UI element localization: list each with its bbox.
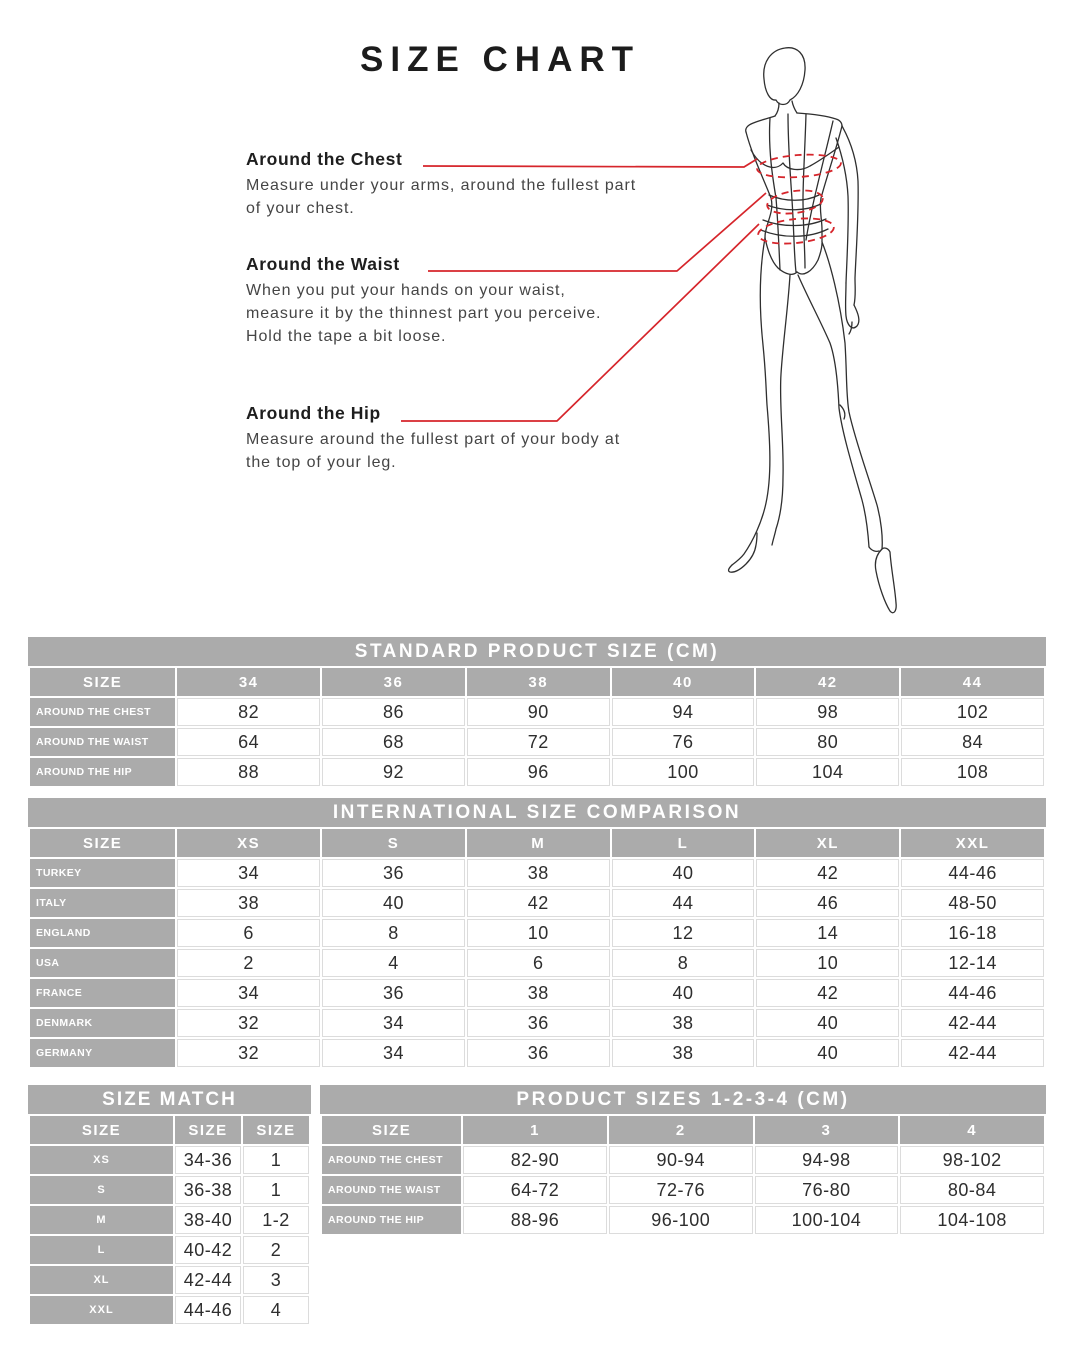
column-header: XL [756, 829, 899, 857]
corner-cell: SIZE [322, 1116, 461, 1144]
value-cell: 98 [756, 698, 899, 726]
value-cell: 42-44 [901, 1009, 1044, 1037]
standard-product-size-table [28, 637, 1046, 788]
value-cell: 42 [467, 889, 610, 917]
value-cell: 36 [467, 1039, 610, 1067]
value-cell: 12-14 [901, 949, 1044, 977]
value-cell: 80 [756, 728, 899, 756]
row-label: GERMANY [30, 1039, 175, 1067]
corner-cell: SIZE [30, 1116, 173, 1144]
value-cell: 90 [467, 698, 610, 726]
header-row [30, 829, 1044, 857]
column-header: SIZE [243, 1116, 309, 1144]
annotation-waist-heading: Around the Waist [246, 254, 400, 274]
value-cell: 86 [322, 698, 465, 726]
value-cell: 34 [322, 1039, 465, 1067]
annotation-waist [246, 254, 638, 349]
data-row [30, 949, 1044, 977]
value-cell: 6 [177, 919, 320, 947]
value-cell: 100-104 [755, 1206, 899, 1234]
value-cell: 42-44 [901, 1039, 1044, 1067]
value-cell: 34 [177, 979, 320, 1007]
value-cell: 40 [612, 979, 755, 1007]
value-cell: 10 [467, 919, 610, 947]
row-label: DENMARK [30, 1009, 175, 1037]
column-header: 38 [467, 668, 610, 696]
value-cell: 3 [243, 1266, 309, 1294]
value-cell: 38-40 [175, 1206, 241, 1234]
value-cell: 40 [756, 1009, 899, 1037]
value-cell: 36-38 [175, 1176, 241, 1204]
chest-measure-ellipse [756, 152, 841, 180]
annotation-chest-heading: Around the Chest [246, 149, 403, 169]
row-label: FRANCE [30, 979, 175, 1007]
value-cell: 48-50 [901, 889, 1044, 917]
value-cell: 36 [322, 979, 465, 1007]
value-cell: 8 [322, 919, 465, 947]
data-row [30, 728, 1044, 756]
value-cell: 36 [322, 859, 465, 887]
value-cell: 4 [243, 1296, 309, 1324]
value-cell: 32 [177, 1009, 320, 1037]
row-label: AROUND THE CHEST [322, 1146, 461, 1174]
value-cell: 32 [177, 1039, 320, 1067]
value-cell: 88 [177, 758, 320, 786]
annotation-hip-body: Measure around the fullest part of your body at the top of your leg. [246, 431, 621, 472]
value-cell: 6 [467, 949, 610, 977]
data-row [30, 758, 1044, 786]
table-grid [320, 1114, 1046, 1236]
value-cell: 72 [467, 728, 610, 756]
column-header: XS [177, 829, 320, 857]
column-header: XXL [901, 829, 1044, 857]
table-grid [28, 1114, 311, 1326]
data-row [30, 1296, 309, 1324]
table-grid [28, 827, 1046, 1069]
data-row [30, 979, 1044, 1007]
page-title: SIZE CHART [360, 40, 640, 79]
annotation-hip [246, 403, 638, 474]
data-row [30, 859, 1044, 887]
value-cell: 94-98 [755, 1146, 899, 1174]
row-label: S [30, 1176, 173, 1204]
column-header: 1 [463, 1116, 607, 1144]
column-header: 2 [609, 1116, 753, 1144]
row-label: TURKEY [30, 859, 175, 887]
value-cell: 98-102 [900, 1146, 1044, 1174]
value-cell: 38 [612, 1039, 755, 1067]
column-header: L [612, 829, 755, 857]
value-cell: 72-76 [609, 1176, 753, 1204]
value-cell: 68 [322, 728, 465, 756]
data-row [30, 698, 1044, 726]
column-header: S [322, 829, 465, 857]
value-cell: 104-108 [900, 1206, 1044, 1234]
annotation-chest-body: Measure under your arms, around the fullest part of your chest. [246, 177, 637, 218]
value-cell: 96 [467, 758, 610, 786]
row-label: ITALY [30, 889, 175, 917]
value-cell: 34 [177, 859, 320, 887]
value-cell: 8 [612, 949, 755, 977]
value-cell: 44-46 [175, 1296, 241, 1324]
data-row [30, 889, 1044, 917]
value-cell: 4 [322, 949, 465, 977]
value-cell: 34-36 [175, 1146, 241, 1174]
value-cell: 94 [612, 698, 755, 726]
corner-cell: SIZE [30, 829, 175, 857]
row-label: AROUND THE CHEST [30, 698, 175, 726]
row-label: AROUND THE WAIST [322, 1176, 461, 1204]
value-cell: 84 [901, 728, 1044, 756]
value-cell: 76-80 [755, 1176, 899, 1204]
value-cell: 16-18 [901, 919, 1044, 947]
value-cell: 10 [756, 949, 899, 977]
value-cell: 2 [177, 949, 320, 977]
data-row [30, 1146, 309, 1174]
row-label: AROUND THE HIP [30, 758, 175, 786]
row-label: AROUND THE HIP [322, 1206, 461, 1234]
value-cell: 14 [756, 919, 899, 947]
data-row [30, 1266, 309, 1294]
value-cell: 96-100 [609, 1206, 753, 1234]
value-cell: 38 [612, 1009, 755, 1037]
column-header: 36 [322, 668, 465, 696]
value-cell: 92 [322, 758, 465, 786]
value-cell: 44-46 [901, 979, 1044, 1007]
value-cell: 40 [612, 859, 755, 887]
value-cell: 36 [467, 1009, 610, 1037]
data-row [30, 1206, 309, 1234]
value-cell: 44 [612, 889, 755, 917]
value-cell: 40 [322, 889, 465, 917]
value-cell: 38 [467, 859, 610, 887]
value-cell: 88-96 [463, 1206, 607, 1234]
annotation-chest [246, 149, 638, 220]
row-label: XL [30, 1266, 173, 1294]
table-title: INTERNATIONAL SIZE COMPARISON [28, 798, 1046, 827]
value-cell: 34 [322, 1009, 465, 1037]
row-label: ENGLAND [30, 919, 175, 947]
figure-line-art [729, 48, 897, 613]
value-cell: 64 [177, 728, 320, 756]
international-size-comparison-table [28, 798, 1046, 1069]
data-row [322, 1206, 1044, 1234]
data-row [30, 1176, 309, 1204]
value-cell: 108 [901, 758, 1044, 786]
annotation-hip-heading: Around the Hip [246, 403, 381, 423]
value-cell: 1-2 [243, 1206, 309, 1234]
corner-cell: SIZE [30, 668, 175, 696]
annotation-waist-body: When you put your hands on your waist, measure it by the thinnest part you perceive. Hold the tape a bit loose. [246, 282, 602, 346]
column-header: SIZE [175, 1116, 241, 1144]
column-header: 44 [901, 668, 1044, 696]
data-row [30, 919, 1044, 947]
header-row [30, 1116, 309, 1144]
value-cell: 1 [243, 1146, 309, 1174]
value-cell: 38 [467, 979, 610, 1007]
header-row [30, 668, 1044, 696]
table-title: PRODUCT SIZES 1-2-3-4 (CM) [320, 1085, 1046, 1114]
value-cell: 44-46 [901, 859, 1044, 887]
column-header: 42 [756, 668, 899, 696]
data-row [30, 1039, 1044, 1067]
table-grid [28, 666, 1046, 788]
value-cell: 2 [243, 1236, 309, 1264]
table-title: STANDARD PRODUCT SIZE (CM) [28, 637, 1046, 666]
value-cell: 46 [756, 889, 899, 917]
table-title: SIZE MATCH [28, 1085, 311, 1114]
value-cell: 40 [756, 1039, 899, 1067]
value-cell: 80-84 [900, 1176, 1044, 1204]
value-cell: 12 [612, 919, 755, 947]
column-header: 4 [900, 1116, 1044, 1144]
value-cell: 82-90 [463, 1146, 607, 1174]
column-header: 34 [177, 668, 320, 696]
data-row [322, 1146, 1044, 1174]
value-cell: 42 [756, 859, 899, 887]
row-label: XS [30, 1146, 173, 1174]
value-cell: 76 [612, 728, 755, 756]
value-cell: 42-44 [175, 1266, 241, 1294]
header-row [322, 1116, 1044, 1144]
row-label: L [30, 1236, 173, 1264]
data-row [30, 1236, 309, 1264]
row-label: XXL [30, 1296, 173, 1324]
value-cell: 1 [243, 1176, 309, 1204]
column-header: 3 [755, 1116, 899, 1144]
product-sizes-table [320, 1085, 1046, 1236]
data-row [30, 1009, 1044, 1037]
value-cell: 100 [612, 758, 755, 786]
value-cell: 38 [177, 889, 320, 917]
column-header: 40 [612, 668, 755, 696]
value-cell: 102 [901, 698, 1044, 726]
data-row [322, 1176, 1044, 1204]
value-cell: 104 [756, 758, 899, 786]
size-match-table [28, 1085, 311, 1326]
row-label: USA [30, 949, 175, 977]
row-label: M [30, 1206, 173, 1234]
row-label: AROUND THE WAIST [30, 728, 175, 756]
column-header: M [467, 829, 610, 857]
value-cell: 42 [756, 979, 899, 1007]
value-cell: 82 [177, 698, 320, 726]
value-cell: 90-94 [609, 1146, 753, 1174]
value-cell: 64-72 [463, 1176, 607, 1204]
value-cell: 40-42 [175, 1236, 241, 1264]
